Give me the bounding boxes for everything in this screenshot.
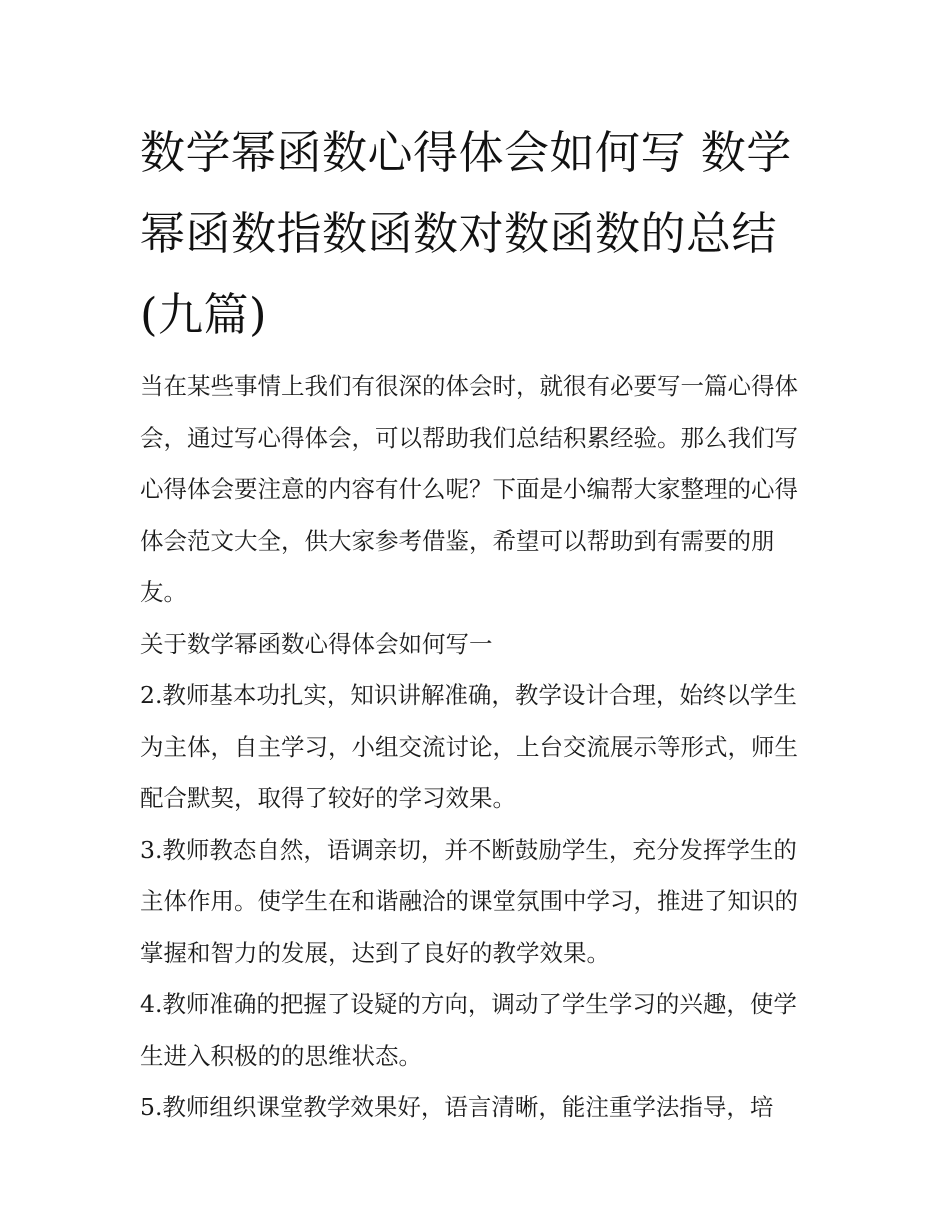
document-title: 数学幂函数心得体会如何写 数学幂函数指数函数对数函数的总结(九篇) (140, 126, 792, 341)
section-heading: 关于数学幂函数心得体会如何写一 (140, 629, 493, 658)
list-item-3: 3.教师教态自然，语调亲切，并不断鼓励学生，充分发挥学生的主体作用。使学生在和谐融洽的课堂氛围中学习，推进了知识的掌握和智力的发展，达到了良好的教学效果。 (140, 835, 798, 967)
intro-paragraph: 当在某些事情上我们有很深的体会时，就很有必要写一篇心得体会，通过写心得体会，可以帮助我们总结积累经验。那么我们写心得体会要注意的内容有什么呢？下面是小编帮大家整理的心得体会范文大全，供大家参考借鉴，希望可以帮助到有需要的朋友。 (140, 372, 798, 606)
list-item-5: 5.教师组织课堂教学效果好，语言清晰，能注重学法指导，培 (140, 1093, 774, 1121)
document-body (140, 112, 812, 1134)
list-item-4: 4.教师准确的把握了设疑的方向，调动了学生学习的兴趣，使学生进入积极的的思维状态。 (140, 990, 797, 1070)
list-item-2: 2.教师基本功扎实，知识讲解准确，教学设计合理，始终以学生为主体，自主学习，小组交流讨论，上台交流展示等形式，师生配合默契，取得了较好的学习效果。 (140, 681, 798, 812)
